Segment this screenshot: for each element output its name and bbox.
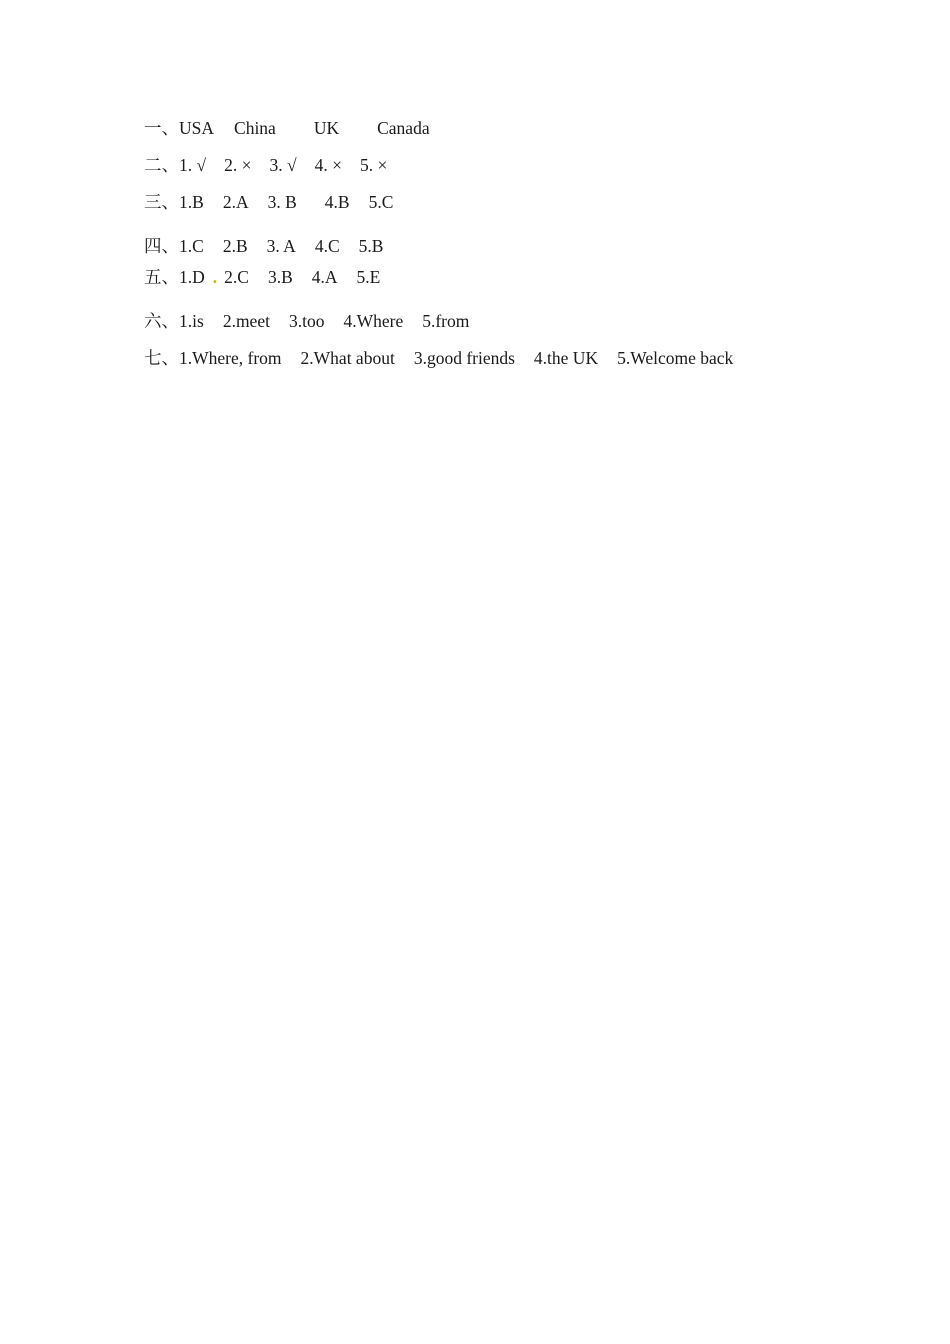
- answer-row-1: [144, 117, 430, 139]
- answer-item: 3.B: [267, 267, 293, 287]
- answer-row-6: [144, 310, 469, 332]
- answer-row-5: [144, 266, 380, 288]
- answer-item: 3.too: [288, 311, 325, 331]
- answer-row-4: [144, 235, 383, 257]
- answer-item: 1.Where, from: [179, 348, 282, 368]
- answer-item: 4.C: [314, 236, 340, 256]
- answer-item: USA: [179, 118, 215, 138]
- answer-item: 2.What about: [300, 348, 395, 368]
- section-label: 一、: [144, 118, 179, 138]
- answer-item: 5.B: [358, 236, 384, 256]
- answer-item: Canada: [377, 118, 430, 138]
- stray-dot-mark: .: [212, 267, 218, 287]
- answer-item: 4.B: [324, 192, 350, 212]
- answer-item: 2. ×: [224, 155, 252, 175]
- answer-item: 2.C: [224, 267, 249, 287]
- answer-item: 4.Where: [343, 311, 404, 331]
- section-label: 三、: [144, 192, 179, 212]
- answer-item: 5.from: [422, 311, 470, 331]
- answer-item: 1. √: [179, 155, 207, 175]
- answer-item: 3. B: [267, 192, 297, 212]
- answer-item: 5.Welcome back: [617, 348, 734, 368]
- answer-item: 2.B: [222, 236, 248, 256]
- section-label: 二、: [144, 155, 179, 175]
- answer-item: 1.B: [179, 192, 204, 212]
- answer-item: 1.C: [179, 236, 204, 256]
- section-label: 四、: [144, 236, 179, 256]
- answer-item: 1.is: [179, 311, 204, 331]
- answer-item: 3.good friends: [413, 348, 515, 368]
- answer-row-2: [144, 154, 387, 176]
- answer-item: 2.meet: [222, 311, 270, 331]
- section-label: 六、: [144, 311, 179, 331]
- answer-item: China: [234, 118, 276, 138]
- answer-item: 5.E: [356, 267, 381, 287]
- answer-item: 4.the UK: [533, 348, 599, 368]
- answer-item: 2.A: [222, 192, 249, 212]
- answer-item: 5. ×: [359, 155, 388, 175]
- answer-item: 4. ×: [314, 155, 342, 175]
- answer-item: 3. A: [266, 236, 296, 256]
- answer-row-7: [144, 347, 733, 369]
- answer-item: UK: [313, 118, 340, 138]
- section-label: 七、: [144, 348, 179, 368]
- section-label: 五、: [144, 267, 179, 287]
- answer-item: 4.A: [311, 267, 338, 287]
- answer-item: 5.C: [368, 192, 394, 212]
- answer-row-3: [144, 191, 393, 213]
- answer-item: 1.D: [179, 267, 205, 287]
- answer-item: 3. √: [269, 155, 297, 175]
